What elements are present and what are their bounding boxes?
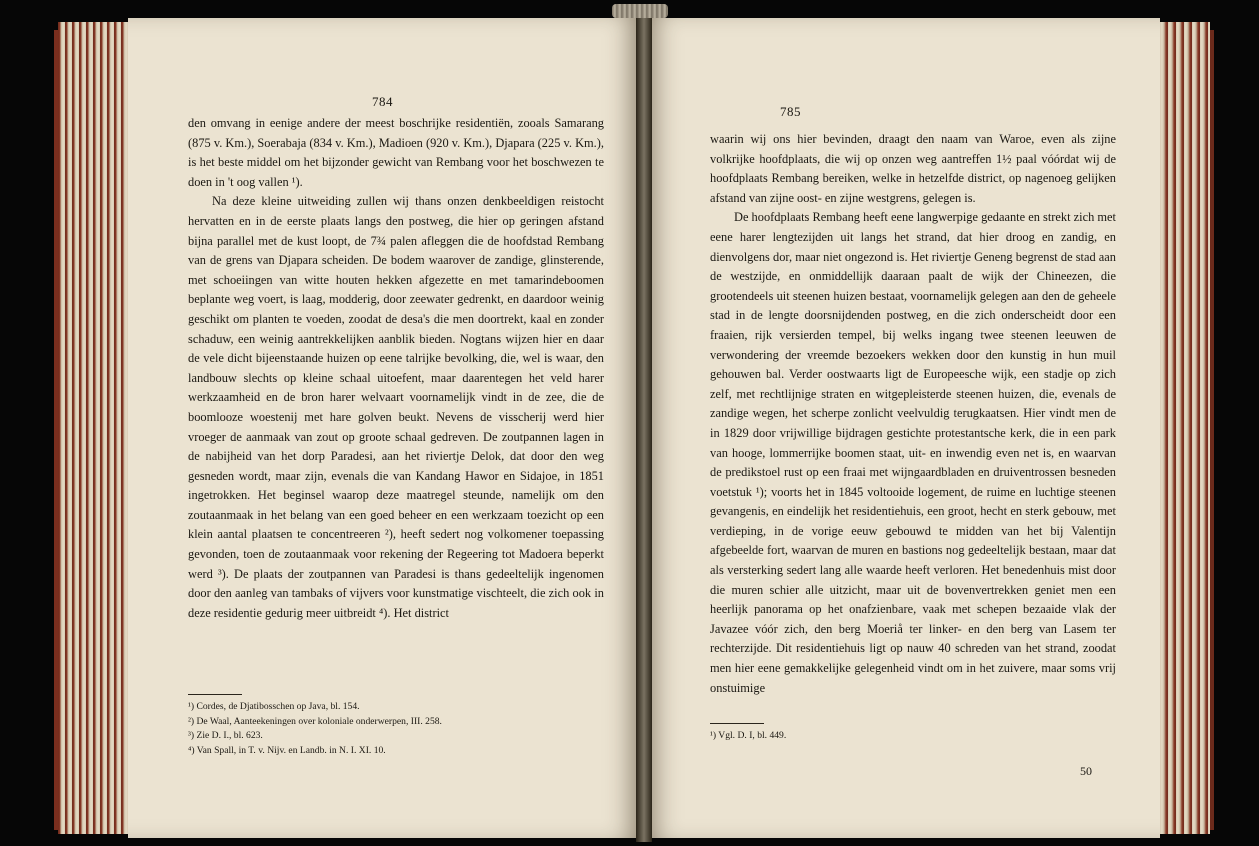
footnote: ²) De Waal, Aanteekeningen over koloniale onderwerpen, III. 258. xyxy=(188,715,442,727)
footnote: ¹) Cordes, de Djatibosschen op Java, bl. 154. xyxy=(188,701,360,712)
right-page-body xyxy=(710,130,1116,698)
left-page xyxy=(128,18,642,838)
book-gutter xyxy=(636,8,652,842)
signature-mark: 50 xyxy=(1080,764,1092,778)
page-edges-left xyxy=(58,22,132,834)
footnote: ⁴) Van Spall, in T. v. Nijv. en Landb. in N. I. XI. 10. xyxy=(188,744,386,756)
left-page-number: 784 xyxy=(372,94,393,109)
footnote-rule xyxy=(188,694,242,695)
page-edges-right xyxy=(1152,22,1210,834)
left-page-body xyxy=(188,114,604,623)
footnote-rule xyxy=(710,723,764,724)
paragraph: waarin wij ons hier bevinden, draagt den naam van Waroe, even als zijne volkrijke hoofdplaats, die wij op onzen weg aantreffen 1½ paal vóórdat wij de hoofdplaats Rembang bereiken, welke in hetzelfde district, op nagenoeg gelijken afstand van zijne oost- en zijne westgrens, gelegen is. xyxy=(710,132,1116,205)
footnote: ¹) Vgl. D. I, bl. 449. xyxy=(710,730,787,741)
right-page-number: 785 xyxy=(780,104,801,119)
left-footnotes xyxy=(188,700,604,758)
book-headband xyxy=(612,4,668,18)
right-footnotes xyxy=(710,729,1116,744)
paragraph: den omvang in eenige andere der meest boschrijke residentiën, zooals Samarang (875 v. Km.), Soerabaja (834 v. Km.), Madioen (920 v. Km.), Djapara (225 v. Km.), is het beste middel om het bijzonder gewicht van Rembang voor het boschwezen te doen in 't oog vallen ¹). xyxy=(188,116,604,189)
right-page xyxy=(644,18,1160,838)
footnote: ³) Zie D. I., bl. 623. xyxy=(188,730,263,741)
paragraph: De hoofdplaats Rembang heeft eene langwerpige gedaante en strekt zich met eene harer lengtezijden uit langs het strand, dat hier droog en zandig, en dienvolgens dor, maar niet ongezond is. Het riviertje Geneng begrenst de stad aan de westzijde, en onmiddellijk daaraan paalt de wijk der Chineezen, die grootendeels uit steenen huizen bestaat, voornamelijk gelegen aan den de geheele stad in de lengte doorsnijdenden postweg, en die zich onderscheidt door een fraaien, rijk versierden tempel, bij welks ingang twee steenen leeuwen de verwondering der vreemde bezoekers wekken door den kunstig in hun muil gehouwen bal. Verder oostwaarts ligt de Europeesche wijk, een stadje op zich zelf, met rechtlijnige straten en witgepleisterde steenen huizen, die, evenals de zandige wegen, het scherpe zonlicht veelvuldig terugkaatsen. Hier vindt men de in 1829 door vrijwillige bijdragen gestichte protestantsche kerk, die in een park van hooge, lommerrijke boomen staat, uit- en inwendig even net is, en waarvan de predikstoel rust op een fraai met wijngaardbladen en druiventrossen besneden voetstuk ¹); voorts het in 1845 voltooide logement, de ruime en luchtige steenen gevangenis, en eindelijk het residentiehuis, een groot, hecht en sterk gebouw, met verdieping, in de vorige eeuw gebouwd te midden van het bij Valentijn afgebeelde fort, waarvan de muren en bastions nog gedeeltelijk bestaan, maar dat als versterking sedert lang alle waarde heeft verloren. Het benedenhuis mist door die muren schier alle uitzicht, maar uit de bovenvertrekken geniet men een heerlijk panorama op het onafzienbare, vaak met schepen bezaaide vlak der Javazee vóór zich, den berg Moeriå ter linker- en den berg van Lasem ter rechterzijde. Dit residentiehuis ligt op nauw 40 schreden van het strand, zoodat men hier eene gemakkelijke gelegenheid vindt om in het zuivere, maar soms vrij onstuimige xyxy=(710,210,1116,695)
paragraph: Na deze kleine uitweiding zullen wij thans onzen denkbeeldigen reistocht hervatten en in de eerste plaats langs den postweg, die hier op geringen afstand bijna parallel met de kust loopt, de 7¾ palen afleggen die de hoofdstad Rembang van de grens van Djapara scheiden. De bodem waarover de zandige, glinsterende, met schoeiingen van witte houten hekken afgezette en met tamarindeboomen beplante weg voert, is laag, modderig, door zeewater gedrenkt, en daardoor weinig geschikt om planten te voeden, zoodat de desa's die men doortrekt, kaal en zonder schaduw, een weinig aantrekkelijken aanblik bieden. Nogtans wijzen hier en daar de vele dicht bijeenstaande huizen op eene talrijke bevolking, die, wel is waar, den landbouw slechts op kleine schaal uitoefent, maar daarentegen het veld harer werkzaamheid en de bron harer welvaart voornamelijk vindt in de zee, die de boomlooze woestenij met hare golven beukt. Nevens de visscherij werd hier vroeger de aanmaak van zout op groote schaal gedreven. De zoutpannen lagen in de nabijheid van het dorp Paradesi, aan het riviertje Delok, dat door den weg gesneden wordt, maar zijn, evenals die van Kandang Hawor en Sidajoe, in 1851 ingetrokken. Het beginsel waarop deze maatregel steunde, namelijk om den zoutaanmaak in het belang van een goed beheer en een werkzaam toezicht op een klein aantal plaatsen te concentreeren ²), heeft sedert nog volkomener toepassing gevonden, toen de zoutaanmaak voor rekening der Regeering tot Madoera beperkt werd ³). De plaats der zoutpannen van Paradesi is thans gedeeltelijk ingenomen door den aanleg van tambaks of vijvers voor kunstmatige vischteelt, die zich ook in deze residentie gedurig meer uitbreidt ⁴). Het district xyxy=(188,194,604,620)
